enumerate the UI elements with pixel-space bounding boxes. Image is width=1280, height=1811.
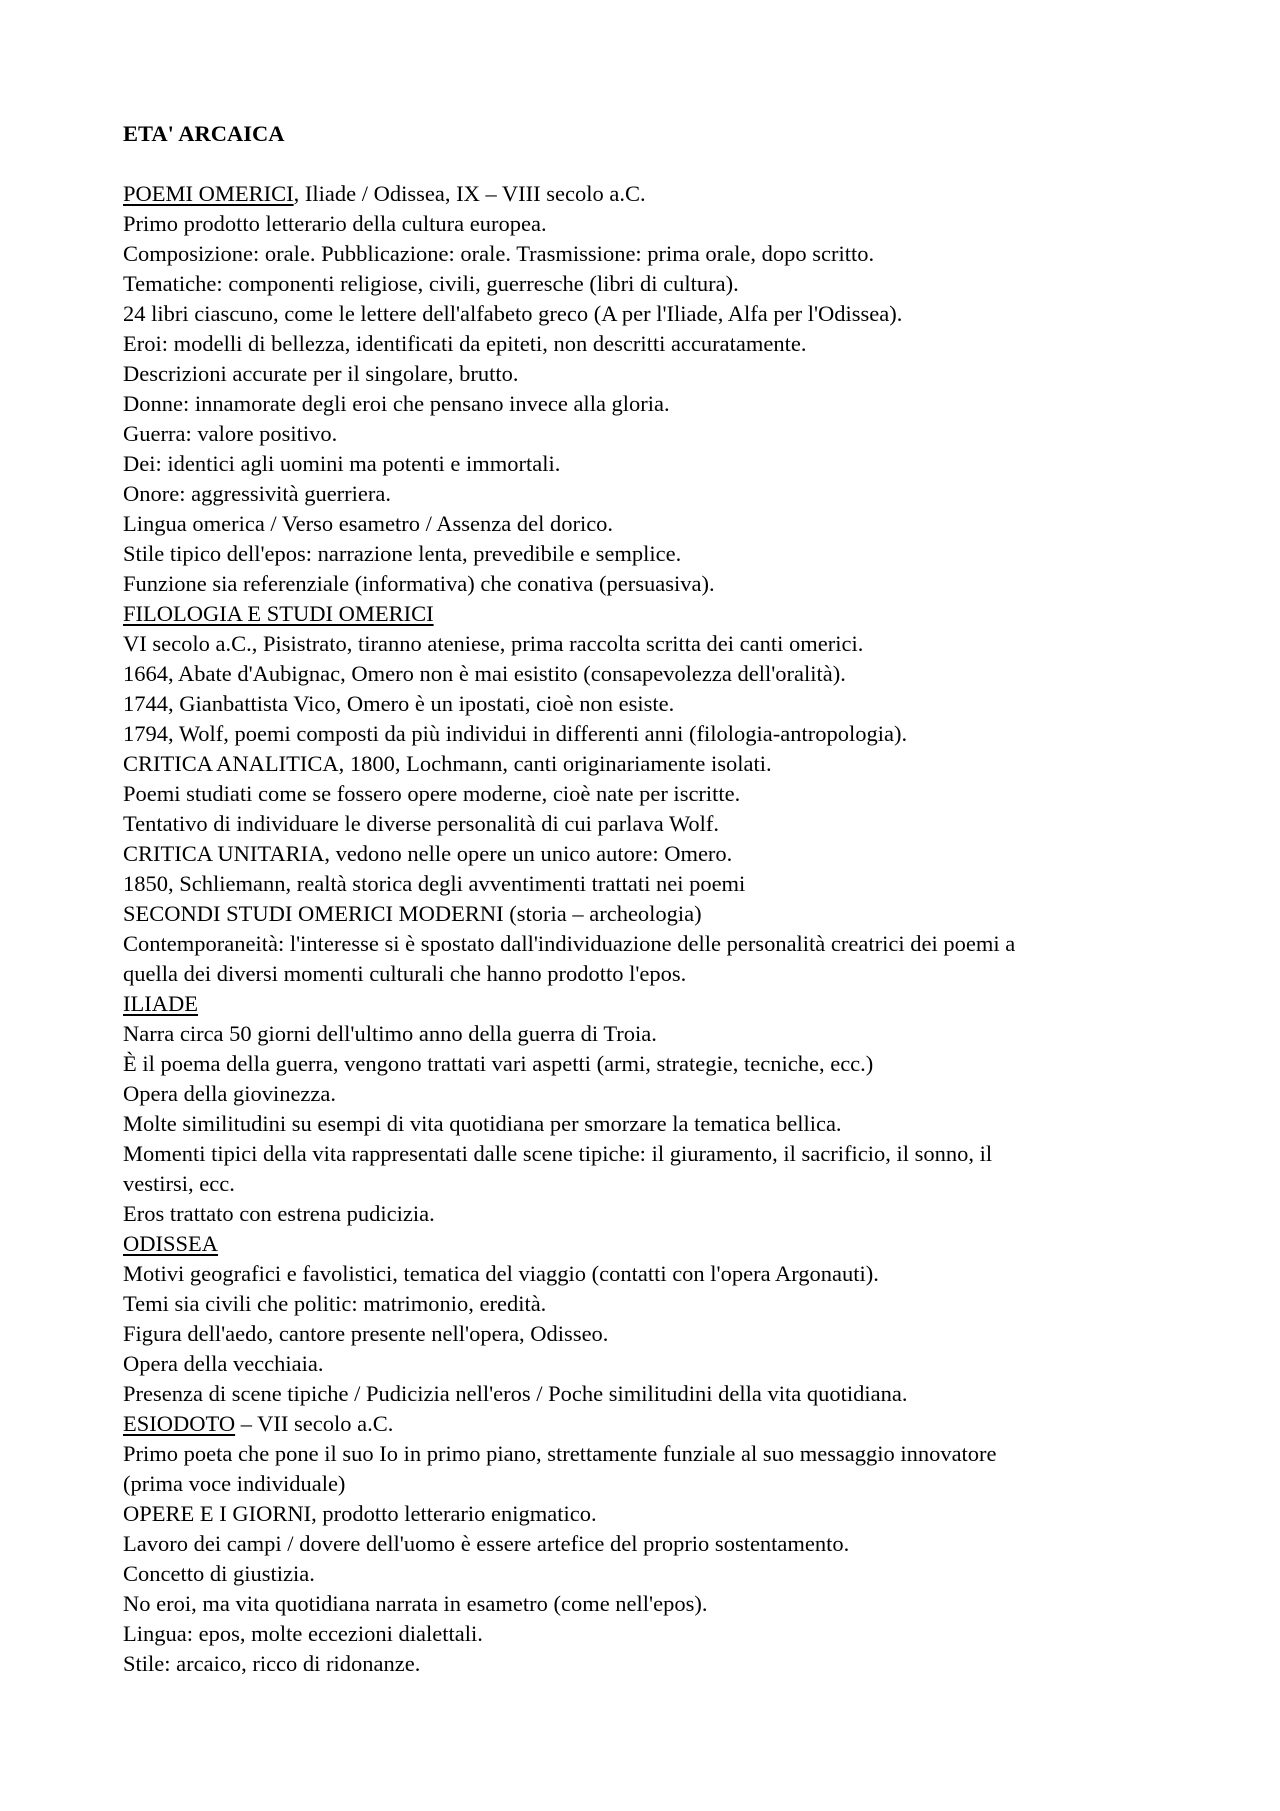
text-line	[123, 1109, 1183, 1139]
text-line	[123, 539, 1183, 569]
line-text: No eroi, ma vita quotidiana narrata in esametro (come nell'epos).	[123, 1591, 708, 1616]
line-text: 24 libri ciascuno, come le lettere dell'alfabeto greco (A per l'Iliade, Alfa per l'Odissea).	[123, 301, 903, 326]
line-text: 1664, Abate d'Aubignac, Omero non è mai esistito (consapevolezza dell'oralità).	[123, 661, 846, 686]
line-text: Momenti tipici della vita rappresentati dalle scene tipiche: il giuramento, il sacrificio, il sonno, il	[123, 1141, 993, 1166]
text-line	[123, 1169, 1183, 1199]
text-line	[123, 689, 1183, 719]
line-text: 1794, Wolf, poemi composti da più individui in differenti anni (filologia-antropologia).	[123, 721, 908, 746]
line-text: CRITICA ANALITICA, 1800, Lochmann, canti originariamente isolati.	[123, 751, 772, 776]
line-text: Presenza di scene tipiche / Pudicizia nell'eros / Poche similitudini della vita quotidiana.	[123, 1381, 908, 1406]
section-heading: POEMI OMERICI	[123, 181, 294, 206]
line-text: Onore: aggressività guerriera.	[123, 481, 392, 506]
document-body	[123, 179, 1183, 1679]
text-line	[123, 1379, 1183, 1409]
text-line	[123, 1469, 1183, 1499]
text-line	[123, 1199, 1183, 1229]
text-line	[123, 449, 1183, 479]
line-text: (prima voce individuale)	[123, 1471, 346, 1496]
line-text: Lingua omerica / Verso esametro / Assenza del dorico.	[123, 511, 614, 536]
line-text: VI secolo a.C., Pisistrato, tiranno ateniese, prima raccolta scritta dei canti omerici.	[123, 631, 864, 656]
text-line	[123, 929, 1183, 959]
line-text: SECONDI STUDI OMERICI MODERNI (storia – archeologia)	[123, 901, 702, 926]
line-text: Motivi geografici e favolistici, tematica del viaggio (contatti con l'opera Argonauti).	[123, 1261, 879, 1286]
text-line	[123, 1289, 1183, 1319]
text-line	[123, 629, 1183, 659]
line-text: Opera della giovinezza.	[123, 1081, 337, 1106]
text-line	[123, 1559, 1183, 1589]
line-text: CRITICA UNITARIA, vedono nelle opere un unico autore: Omero.	[123, 841, 733, 866]
line-text: Eros trattato con estrena pudicizia.	[123, 1201, 435, 1226]
text-line	[123, 209, 1183, 239]
text-line	[123, 1529, 1183, 1559]
line-text: È il poema della guerra, vengono trattati vari aspetti (armi, strategie, tecniche, ecc.)	[123, 1051, 874, 1076]
line-text: Composizione: orale. Pubblicazione: orale. Trasmissione: prima orale, dopo scritto.	[123, 241, 875, 266]
text-line	[123, 1589, 1183, 1619]
text-line	[123, 899, 1183, 929]
line-text: Lingua: epos, molte eccezioni dialettali.	[123, 1621, 483, 1646]
line-text: 1744, Gianbattista Vico, Omero è un ipostati, cioè non esiste.	[123, 691, 675, 716]
text-line	[123, 1319, 1183, 1349]
text-line	[123, 719, 1183, 749]
line-text: Eroi: modelli di bellezza, identificati da epiteti, non descritti accuratamente.	[123, 331, 807, 356]
section-heading: ODISSEA	[123, 1231, 219, 1256]
text-line	[123, 1649, 1183, 1679]
text-line	[123, 1049, 1183, 1079]
text-line	[123, 959, 1183, 989]
text-line	[123, 389, 1183, 419]
text-line	[123, 479, 1183, 509]
line-text: Narra circa 50 giorni dell'ultimo anno della guerra di Troia.	[123, 1021, 657, 1046]
text-line	[123, 1349, 1183, 1379]
line-text: Figura dell'aedo, cantore presente nell'opera, Odisseo.	[123, 1321, 609, 1346]
section-heading-line	[123, 989, 1183, 1019]
line-text: OPERE E I GIORNI, prodotto letterario enigmatico.	[123, 1501, 597, 1526]
line-text: quella dei diversi momenti culturali che hanno prodotto l'epos.	[123, 961, 687, 986]
line-text: – VII secolo a.C.	[235, 1411, 394, 1436]
line-text: Molte similitudini su esempi di vita quotidiana per smorzare la tematica bellica.	[123, 1111, 842, 1136]
text-line	[123, 1619, 1183, 1649]
section-heading-line	[123, 179, 1183, 209]
text-line	[123, 569, 1183, 599]
text-line	[123, 1439, 1183, 1469]
line-text: vestirsi, ecc.	[123, 1171, 235, 1196]
line-text: Stile tipico dell'epos: narrazione lenta, prevedibile e semplice.	[123, 541, 682, 566]
text-line	[123, 809, 1183, 839]
line-text: Contemporaneità: l'interesse si è spostato dall'individuazione delle personalità creatrici dei poemi a	[123, 931, 1016, 956]
line-text: Donne: innamorate degli eroi che pensano invece alla gloria.	[123, 391, 670, 416]
text-line	[123, 299, 1183, 329]
line-text: Dei: identici agli uomini ma potenti e immortali.	[123, 451, 561, 476]
line-text: Lavoro dei campi / dovere dell'uomo è essere artefice del proprio sostentamento.	[123, 1531, 850, 1556]
line-text: Temi sia civili che politic: matrimonio, eredità.	[123, 1291, 547, 1316]
line-text: Tentativo di individuare le diverse personalità di cui parlava Wolf.	[123, 811, 720, 836]
section-heading-line	[123, 1229, 1183, 1259]
line-text: 1850, Schliemann, realtà storica degli avventimenti trattati nei poemi	[123, 871, 746, 896]
text-line	[123, 269, 1183, 299]
line-text: , Iliade / Odissea, IX – VIII secolo a.C.	[293, 181, 646, 206]
section-heading-line	[123, 599, 1183, 629]
line-text: Concetto di giustizia.	[123, 1561, 315, 1586]
text-line	[123, 749, 1183, 779]
line-text: Funzione sia referenziale (informativa) che conativa (persuasiva).	[123, 571, 715, 596]
text-line	[123, 1079, 1183, 1109]
text-line	[123, 659, 1183, 689]
line-text: Primo prodotto letterario della cultura europea.	[123, 211, 547, 236]
text-line	[123, 839, 1183, 869]
text-line	[123, 419, 1183, 449]
text-line	[123, 329, 1183, 359]
line-text: Poemi studiati come se fossero opere moderne, cioè nate per iscritte.	[123, 781, 741, 806]
text-line	[123, 1259, 1183, 1289]
text-line	[123, 1499, 1183, 1529]
text-line	[123, 1019, 1183, 1049]
line-text: Guerra: valore positivo.	[123, 421, 338, 446]
line-text: Primo poeta che pone il suo Io in primo piano, strettamente funziale al suo messaggio innovatore	[123, 1441, 997, 1466]
text-line	[123, 869, 1183, 899]
document-title: ETA' ARCAICA	[123, 121, 285, 146]
line-text: Stile: arcaico, ricco di ridonanze.	[123, 1651, 421, 1676]
section-heading: FILOLOGIA E STUDI OMERICI	[123, 601, 434, 626]
section-heading-line	[123, 1409, 1183, 1439]
text-line	[123, 779, 1183, 809]
text-line	[123, 1139, 1183, 1169]
section-heading: ESIODOTO	[123, 1411, 236, 1436]
section-heading: ILIADE	[123, 991, 198, 1016]
line-text: Descrizioni accurate per il singolare, brutto.	[123, 361, 519, 386]
line-text: Tematiche: componenti religiose, civili, guerresche (libri di cultura).	[123, 271, 739, 296]
text-line	[123, 239, 1183, 269]
document-page	[123, 119, 1183, 1679]
text-line	[123, 509, 1183, 539]
line-text: Opera della vecchiaia.	[123, 1351, 324, 1376]
text-line	[123, 359, 1183, 389]
